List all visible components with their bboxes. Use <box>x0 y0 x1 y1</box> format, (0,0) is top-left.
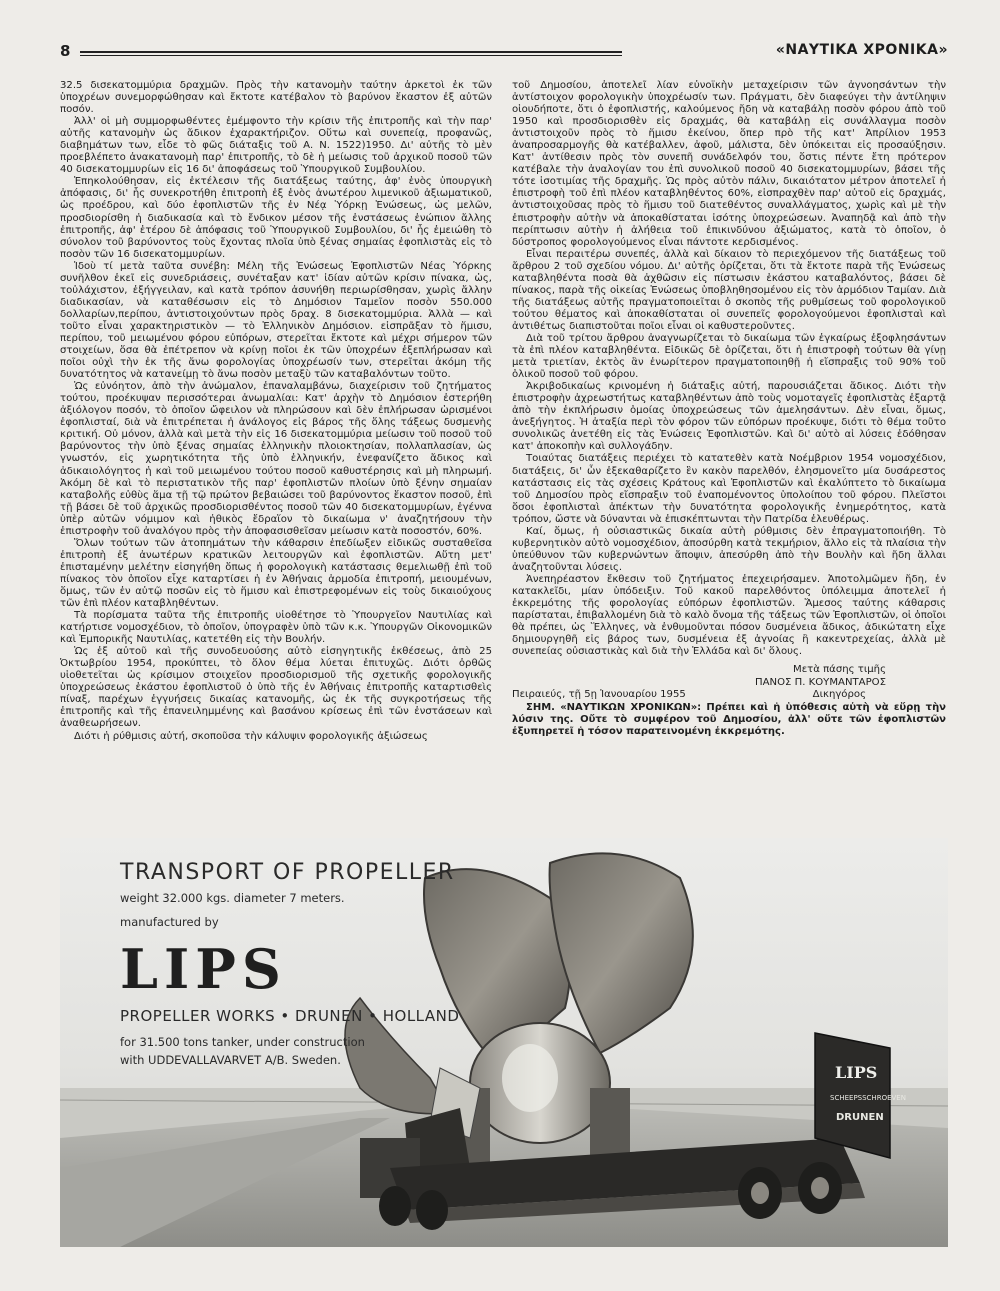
page-number: 8 <box>60 42 71 60</box>
magazine-title: «ΝΑΥΤΙΚΑ ΧΡΟΝΙΚΑ» <box>775 42 948 58</box>
place-date: Πειραιεύς, τῇ 5ῃ Ἰανουαρίου 1955 <box>512 689 686 701</box>
paragraph: τοῦ Δημοσίου, ἀποτελεῖ λίαν εὐνοϊκὴν μεταχείρισιν τῶν ἀγνοησάντων τὴν ἀντίστοιχον φορολογικὴν ὑποχρέωσίν των. Πράγματι, δὲν διαφεύγει τὴν ἀντίληψιν οἱουδήποτε, ὅτι ὁ ἐφοπλιστής, καλούμενος ἤδη νὰ καταβάλῃ ποσὸν φόρου ἀπὸ τοῦ 1950 καὶ προσδιορισθὲν εἰς δραχμάς, θὰ καταβάλῃ εἰς συνάλλαγμα ποσὸν ἀντιστοιχοῦν πρὸς τὸ ἥμισυ ἐκείνου, ὅπερ πρὸ τῆς κατ' Ἀπρίλιον 1953 ἀναπροσαρμογῆς θὰ κατέβαλλεν, ἀφοῦ, μάλιστα, δὲν ὑπόκειται εἰς προσαύξησιν. Κατ' ἀντίθεσιν πρὸς τὸν συνεπῆ συνάδελφόν του, ὅστις πέντε ἔτη πρότερον κατέβαλε τὴν ἀναλογίαν του ἐπὶ συνολικοῦ ποσοῦ 40 δισεκατομμυρίων, βάσει τῆς τότε ἰσοτιμίας τῆς δραχμῆς. Ὡς πρὸς αὐτὸν πάλιν, δικαιότατον μέτρον ἀποτελεῖ ἡ ἐπιστροφὴ τοῦ ἐπὶ πλέον καταβληθέντος 60%, εἰσπραχθὲν παρ' αὐτοῦ εἰς δραχμάς, ἀντιστοιχοῦσας πρὸς τὸ ἥμισυ τοῦ διατεθέντος συναλλάγματος, χωρὶς καὶ μὲ τὴν ἐπιστροφὴν αὐτὴν νὰ ἀποκαθίσταται ἰσότης ὑποχρεώσεων. Ἀναπηδᾷ καὶ ἀπὸ τὴν περίπτωσιν αὐτὴν ἡ ἀλήθεια τοῦ ἐπικινδύνου ἀξιώματος, κατὰ τὸ ὁποῖον, ὁ δύστροπος φορολογούμενος εἶναι πάντοτε κερδισμένος. <box>512 80 946 248</box>
ad-manufactured-by: manufactured by <box>120 915 219 929</box>
author-role: Δικηγόρος <box>812 689 866 701</box>
paragraph: Ὅλων τούτων τῶν ἀτοπημάτων τὴν κάθαρσιν ἐπεδίωξεν εἰδικῶς συσταθεῖσα ἐπιτροπὴ ἐξ ἀνωτέρων κρατικῶν λειτουργῶν καὶ ἐφοπλιστῶν. Αὕτη μετ' ἐπισταμένην μελέτην εἰσηγήθη ὅπως ἡ φορολογικὴ κατάστασις θεμελιωθῇ ἐπὶ τοῦ πίνακος τὸν ὁποῖον εἶχε καταρτίσει ἡ ἐν Ἀθήναις ἁρμοδία ἐπιτροπή, μειουμένων, ὅμως, τῶν ἐν αὐτῷ ποσῶν εἰς τὸ ἥμισυ καὶ ἐπιστρεφομένων εἰς τοὺς δικαιούχους τῶν ἐπὶ πλέον καταβληθέντων. <box>60 537 492 610</box>
article-column-right <box>512 80 946 739</box>
paragraph: Ἀλλ' οἱ μὴ συμμορφωθέντες ἐμέμφοντο τὴν κρίσιν τῆς ἐπιτροπῆς καὶ τὴν παρ' αὐτῆς κατανομὴν ὡς ἄδικον ἐχαρακτήριζον. Οὕτω καὶ συνεπείᾳ, προφανῶς, διαβημάτων των, εἶδε τὸ φῶς διάταξις τοῦ Α. Ν. 1522)1950. Δι' αὐτῆς τὸ μὲν προεβλέπετο ἀνακατανομὴ παρ' ἐπιτροπῆς, τὸ δὲ ἡ μείωσις τοῦ ἀρχικοῦ ποσοῦ τῶν 40 δισεκατομμυρίων εἰς 16 δι' ἀποφάσεως τοῦ Ὑπουργικοῦ Συμβουλίου. <box>60 116 492 176</box>
paragraph: Ὡς εὐνόητον, ἀπὸ τὴν ἀνώμαλον, ἐπαναλαμβάνω, διαχείρισιν τοῦ ζητήματος τούτου, προέκυψαν περισσότεραι ἀνωμαλίαι: Κατ' ἀρχὴν τὸ Δημόσιον ἐστερήθη ἀξιόλογον ποσόν, τὸ ὁποῖον ὤφειλον νὰ πληρώσουν καὶ δὲν ἐπλήρωσαν ὡρισμένοι ἐφοπλισταί, διὰ νὰ ἐπιτρέπεται ἡ ἀνάλογος εἰς βάρος τῆς ὅλης τάξεως δυσμενὴς κριτική. Οὐ μόνον, ἀλλὰ καὶ μετὰ τὴν εἰς 16 δισεκατομμύρια μείωσιν τοῦ ποσοῦ τοῦ βαρύνοντος τὴν ὑπὸ ξένας σημαίας ἑλληνικὴν πλοιοκτησίαν, πολλαπλασίαν, ὡς γνωστόν, εἰς χωρητικότητα τῆς ὑπὸ ἑλληνικήν, ἐνεφανίζετο ἄδικος καὶ ἀδικαιολόγητος ἡ καὶ τοῦ μειωμένου τούτου ποσοῦ καθυστέρησις καὶ μὴ πληρωμή. Ἀκόμη δὲ καὶ τὸ περιστατικὸν τῆς παρ' ἐφοπλιστῶν πλοίων ὑπὸ ξένην σημαίαν καταβολῆς εὐθὺς ἅμα τῇ τῷ πρώτον βεβαιώσει τοῦ βαρύνοντος ἕκαστον ποσοῦ, ἐπὶ τῇ βάσει δὲ τοῦ ἀρχικῶς προσδιορισθέντος ποσοῦ τῶν 40 δισεκατομμυρίων, ἐγέννα ὑπὲρ αὐτῶν νόμιμον καὶ ἠθικὸς ἔδραἵον τὸ δικαίωμα ν' ἀναζητήσουν τὴν ἐπιστροφὴν τοῦ ἀναλόγου πρὸς τὴν ἀποφασισθεῖσαν μείωσιν κατὰ ποσοστόν, 60%. <box>60 381 492 537</box>
ad-for-line: for 31.500 tons tanker, under construction <box>120 1035 365 1049</box>
paragraph: Ἰδοὺ τί μετὰ ταῦτα συνέβη: Μέλη τῆς Ἑνώσεως Ἐφοπλιστῶν Νέας Ὑόρκης συνῆλθον ἐκεῖ εἰς συνεδριάσεις, συνέταξαν κατ' ἰδίαν αὐτῶν κρίσιν πίνακα, ὡς, τοὐλάχιστον, ἐξήγγειλαν, καὶ κατὰ τρόπον ἀσυνήθη περιωρίσθησαν, χωρὶς ἄλλην διαδικασίαν, νὰ καταθέσωσιν εἰς τὸ Δημόσιον Ταμεῖον ποσὸν 550.000 δολλαρίων,περίπου, ἀντιστοιχούντων πρὸς δραχ. 8 δισεκατομμύρια. Ἀλλὰ — καὶ τοῦτο εἶναι χαρακτηριστικὸν — τὸ Ἑλληνικὸν Δημόσιον. εἰσπρᾶξαν τὸ ἥμισυ, περίπου, τοῦ μειωμένου φόρου εὐπόρων, στερεῖται ἔκτοτε καὶ μέχρι σήμερον τῶν στοιχείων, ὅσα θὰ ἐπέτρεπον νὰ κρίνῃ ποῖοι ἐκ τῶν ὑποχρέων ἐξεπλήρωσαν καὶ ποῖοι οὐχὶ τὴν ἐκ τῆς ἄνω φορολογίας ὑποχρέωσίν των, στερεῖται ἀκόμη τῆς δυνατότητος νὰ κατανείμῃ τὸ ἄνω ποσὸν μεταξὺ τῶν καταβαλόντων τοῦτο. <box>60 260 492 381</box>
paragraph: Εἶναι περαιτέρω συνεπές, ἀλλὰ καὶ δίκαιον τὸ περιεχόμενον τῆς διατάξεως τοῦ ἄρθρου 2 τοῦ σχεδίου νόμου. Δι' αὐτῆς ὁρίζεται, ὅτι τὰ ἔκτοτε παρὰ τῆς Ἑνώσεως καταβληθέντα ποσὰ θὰ ἀχθῶσιν εἰς πίστωσιν ἑκάστου καταβαλόντος, βάσει δὲ πίνακος, παρὰ τῆς οἰκείας Ἑνώσεως ὑποβληθησομένου εἰς τὸν ἁρμόδιον Ταμίαν. Διὰ τῆς διατάξεως αὐτῆς πραγματοποιεῖται ὁ σκοπὸς τῆς ρυθμίσεως τοῦ φορολογικοῦ τούτου θέματος καὶ ἀποκαθίσταται οἱ συνεπεῖς φορολογούμενοι ἐφοπλισταὶ καὶ ἀντιθέτως διαπιστοῦται ποῖοι εἶναι οἱ καθυστεροῦντες. <box>512 248 946 332</box>
paragraph: Ἐπηκολούθησαν, εἰς ἐκτέλεσιν τῆς διατάξεως ταύτης, ἀφ' ἑνὸς ὑπουργικὴ ἀπόφασις, δι' ἧς συνεκροτήθη ἐπιτροπὴ ἐξ ἑνὸς ἀνωτέρου λιμενικοῦ ἀξιωματικοῦ, ὡς προέδρου, καὶ δύο ἐφοπλιστῶν τῆς ἐν Νέᾳ Ὑόρκῃ Ἑνώσεως, ὡς μελῶν, προσδιορίσθη ἡ διαδικασία καὶ τὸ ἔνδικον μέσον τῆς ἐνστάσεως ἐνώπιον ἄλλης ἐπιτροπῆς, ἀφ' ἑτέρου δὲ ἀπόφασις τοῦ Ὑπουργικοῦ Συμβουλίου, δι' ἧς ἐμειώθη τὸ σύνολον τοῦ βαρύνοντος τοὺς ἔχοντας πλοῖα ὑπὸ ξένας σημαίας ἐφοπλιστὰς εἰς τὸ ποσὸν τῶν 16 δισεκατομμυρίων. <box>60 176 492 260</box>
sign-city: DRUNEN <box>836 1112 884 1123</box>
header-rule-left <box>80 51 622 56</box>
lips-advertisement <box>60 838 948 1247</box>
signature-row <box>512 689 946 702</box>
paragraph: Ὡς ἐξ αὐτοῦ καὶ τῆς συνοδευούσης αὐτὸ εἰσηγητικῆς ἐκθέσεως, ἀπὸ 25 Ὀκτωβρίου 1954, προκύπτει, τὸ ὅλον θέμα λύεται ἐπιτυχῶς. Διότι ὀρθῶς υἱοθετεῖται ὡς κρίσιμον στοιχεῖον προσδιορισμοῦ τῆς σχετικῆς φορολογικῆς ὑποχρεώσεως ἑκάστου ἐφοπλιστοῦ ὁ ὑπὸ τῆς ἐν Ἀθήναις ἐπιτροπῆς καταρτισθεὶς πίναξ, παρέχων ἐγγυήσεις δικαίας κατανομῆς, ὡς ἐκ τῆς συγκροτήσεως τῆς ἐπιτροπῆς καὶ τῆς ἐπανειλημμένης καὶ βασάνου κρίσεως ἐπὶ τῶν ἐνστάσεων καὶ ἀναθεωρήσεων. <box>60 646 492 730</box>
author-name: ΠΑΝΟΣ Π. ΚΟΥΜΑΝΤΑΡΟΣ <box>755 676 886 688</box>
paragraph: Διότι ἡ ρύθμισις αὐτή, σκοποῦσα τὴν κάλυψιν φορολογικῆς ἀξιώσεως <box>74 730 428 742</box>
article-column-left <box>60 80 492 743</box>
lips-logo: LIPS <box>120 937 287 1001</box>
sign-brand: LIPS <box>835 1063 878 1082</box>
editor-note: ΣΗΜ. «ΝΑΥΤΙΚΩΝ ΧΡΟΝΙΚΩΝ»: Πρέπει καὶ ἡ ὑπόθεσις αὐτὴ νὰ εὕρῃ τὴν λύσιν της. Οὔτε τὸ συμφέρον τοῦ Δημοσίου, ἀλλ' οὔτε τῶν ἐφοπλιστῶν ἐξυπηρετεῖ ἡ τόσον παρατεινομένη ἐκκρεμότης. <box>512 701 946 738</box>
paragraph: 32.5 δισεκατομμύρια δραχμῶν. Πρὸς τὴν κατανομὴν ταύτην ἀρκετοὶ ἐκ τῶν ὑποχρέων συνεμορφώθησαν καὶ ἔκτοτε κατέβαλον τὸ βαρύνον ἕκαστον ἐξ αὐτῶν ποσόν. <box>60 80 492 116</box>
paragraph: Τοιαύτας διατάξεις περιέχει τὸ κατατεθὲν κατὰ Νοέμβριον 1954 νομοσχέδιον, διατάξεις, δι' ὧν ἐξεκαθαρίζετο ἓν κακὸν παρελθόν, ἐλησμονεῖτο μία δυσάρεστος κατάστασις εἰς τὰς σχέσεις Κράτους καὶ Ἐφοπλιστῶν καὶ ἐκαλύπτετο τὸ δικαίωμα τοῦ Δημοσίου πρὸς εἴσπραξιν τοῦ ἐναπομένοντος ὑπολοίπου τοῦ φόρου. Πλεῖστοι ὅσοι ἐφοπλισταὶ ἀπέκτων τὴν δυνατότητα φορολογικῆς ἐνημερότητος, κατὰ τρόπον, ὥστε νὰ δύνανται νὰ ἐπισκέπτωνται τὴν Πατρίδα ἐλευθέρως. <box>512 453 946 525</box>
ad-with-line: with UDDEVALLAVARVET A/B. Sweden. <box>120 1053 341 1067</box>
closing-regards: Μετὰ πάσης τιμῆς <box>793 664 886 676</box>
paragraph: Τὰ πορίσματα ταῦτα τῆς ἐπιτροπῆς υἱοθέτησε τὸ Ὑπουργεῖον Ναυτιλίας καὶ κατήρτισε νομοσχέδιον, τὸ ὁποῖον, ὑπογραφὲν ὑπὸ τῶν κ.κ. Ὑπουργῶν Οἰκονομικῶν καὶ Ἐμπορικῆς Ναυτιλίας, κατετέθη εἰς τὴν Βουλήν. <box>60 610 492 646</box>
paragraph: Ἀκριβοδικαίως κρινομένη ἡ διάταξις αὐτή, παρουσιάζεται ἄδικος. Διότι τὴν ἐπιστροφὴν ἀχρεωστήτως καταβληθέντων ἀπὸ τοὺς νομοταγεῖς ἐφοπλιστὰς ἐξαρτᾷ ἀπὸ τὴν ἐκπλήρωσιν ὁμοίας ὑποχρεώσεως τῶν ἀμελησάντων. Δὲν εἶναι, ὅμως, ἀνεξήγητος. Ἡ ἀταξία περὶ τὸν φόρον τῶν εὐπόρων προέκυψε, διότι τὸ θέμα τοῦτο συνολικῶς ἀνετέθη εἰς τὰς Ἑνώσεις Ἐφοπλιστῶν. Καὶ δι' αὐτὸ αἱ λύσεις ἐδόθησαν κατ' ἀποκοπὴν καὶ συλλογάδην. <box>512 381 946 453</box>
sign-subtitle: SCHEEPSSCHROEVEN <box>830 1094 906 1102</box>
ad-specs: weight 32.000 kgs. diameter 7 meters. <box>120 891 345 905</box>
ad-title: TRANSPORT OF PROPELLER <box>120 860 455 885</box>
ad-copy <box>120 860 459 1071</box>
paragraph: Ἀνεπηρέαστον ἔκθεσιν τοῦ ζητήματος ἐπεχειρήσαμεν. Ἀποτολμῶμεν ἤδη, ἐν κατακλεῖδι, μίαν ὑπόδειξιν. Τοῦ κακοῦ παρελθόντος ὑπόλειμμα ἀποτελεῖ ἡ ἐκκρεμότης τῆς φορολογίας εὐπόρων ἐφοπλιστῶν. Ἄμεσος ταύτης κάθαρσις παρίσταται, ἐπιβαλλομένη διὰ τὸ καλὸ ὄνομα τῆς τάξεως τῶν Ἐφοπλιστῶν, οἱ ὁποῖοι θὰ πρέπει, ὡς Ἕλληνες, νὰ ἐνθυμοῦνται πόσον δυσμένεια ἄδικος, ἀδικώτατη εἶχε δημιουργηθῆ εἰς βάρος των, δυσμένεια ἐξ ἀγνοίας ἢ κακεντρεχείας, ἀλλὰ μὲ συνεπείας οὐσιαστικὰς καὶ διὰ τὴν Ἑλλάδα καὶ δι' ὅλους. <box>512 573 946 658</box>
ad-works: PROPELLER WORKS • DRUNEN • HOLLAND <box>120 1007 460 1025</box>
paragraph: Καί, ὅμως, ἡ οὐσιαστικῶς δικαία αὐτὴ ρύθμισις δὲν ἐπραγματοποιήθη. Τὸ κυβερνητικὸν αὐτὸ νομοσχέδιον, ἀποσύρθη κατὰ τεκμήριον, ἄλλο εἰς τὰ πλαίσια τὴν ὑπεύθυνον τῶν κυβερνώντων ἄποψιν, ἀπεσύρθη ἀπὸ τὴν Βουλὴν καὶ ἤδη ἄλλαι ἀναζητοῦνται λύσεις. <box>512 525 946 573</box>
page-header <box>60 42 948 66</box>
article-closing <box>512 664 946 702</box>
paragraph: Διὰ τοῦ τρίτου ἄρθρου ἀναγνωρίζεται τὸ δικαίωμα τῶν ἐγκαίρως ἐξοφλησάντων τὰ ἐπὶ πλέον καταβληθέντα. Εἰδικῶς δὲ ὁρίζεται, ὅτι ἡ ἐπιστροφὴ τούτων θὰ γίνῃ μετὰ τριετίαν, ἐκτὸς ἂν ἐνωρίτερον πραγματοποιηθῇ ἡ εἴσπραξις τοῦ 90% τοῦ ὁλικοῦ ποσοῦ τοῦ φόρου. <box>512 332 946 381</box>
